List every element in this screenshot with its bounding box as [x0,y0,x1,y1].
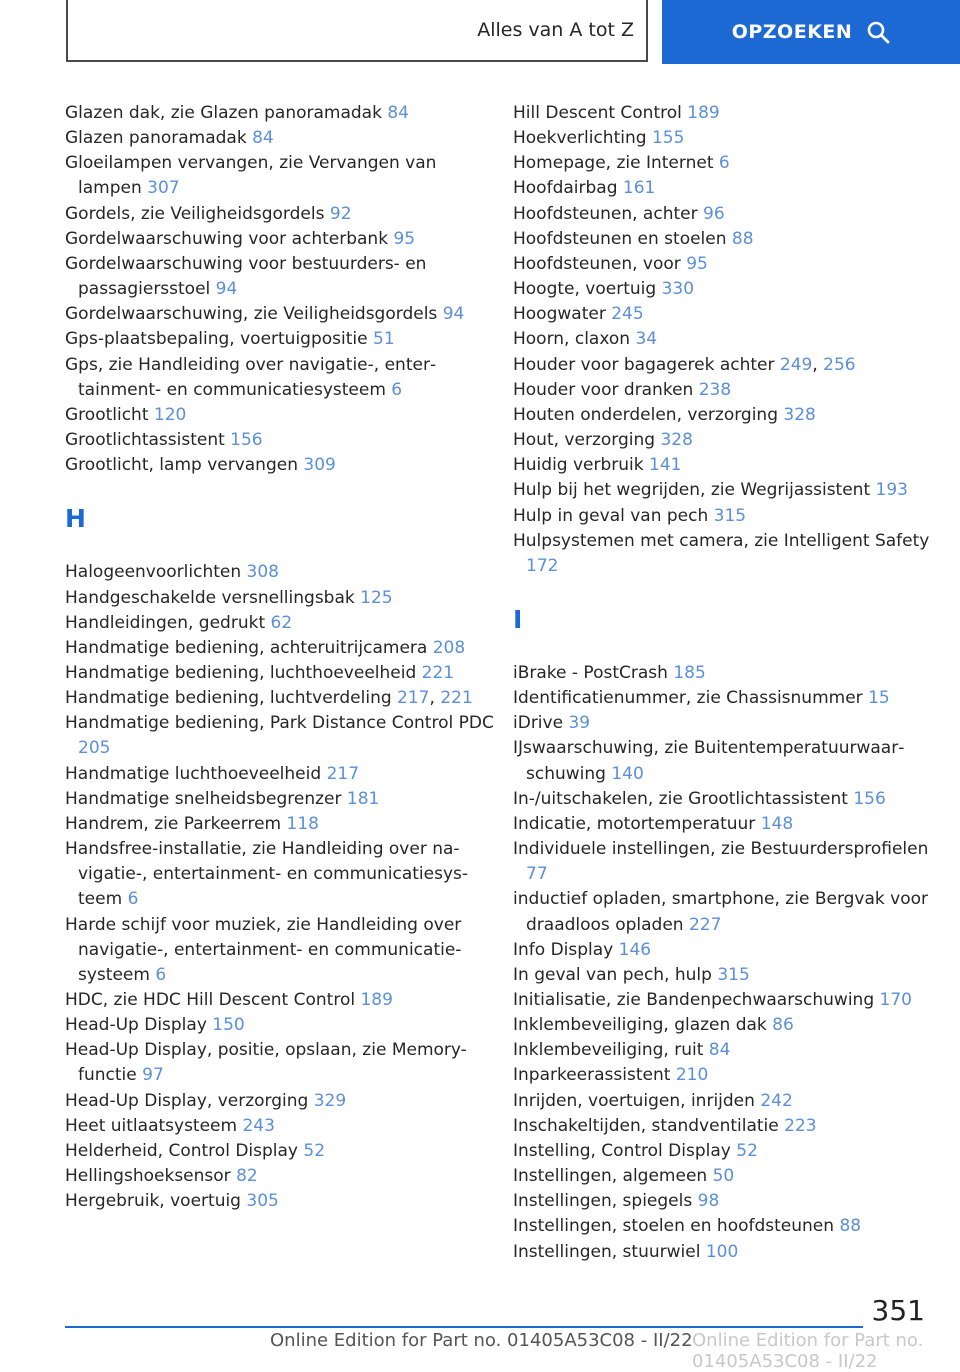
entry-text: Head-Up Display, verzorging [65,1090,309,1111]
page-reference-link[interactable]: 125 [360,587,393,608]
index-entry [65,1038,495,1088]
entry-text: Head-Up Display, positie, opslaan, zie Memory-functie [65,1040,467,1086]
page-reference-link[interactable]: 227 [688,914,722,935]
page-reference-link[interactable]: 208 [432,637,466,658]
page-reference-link[interactable]: 100 [705,1241,739,1262]
entry-text: Glazen panoramadak [65,128,247,149]
page-reference-link[interactable]: 242 [760,1090,793,1111]
page-reference-link[interactable]: 6 [127,889,139,910]
entry-text: Hoekverlichting [513,128,647,149]
page-reference-link[interactable]: 86 [772,1015,794,1036]
index-entry [513,478,943,503]
page-reference-link[interactable]: 39 [568,713,591,734]
page-reference-link[interactable]: 305 [246,1191,279,1212]
index-entry [65,1189,495,1214]
index-entry [65,636,495,661]
page-reference-link[interactable]: 193 [875,480,908,501]
entry-text: Heet uitlaatsysteem [65,1115,238,1136]
page-reference-link[interactable]: 84 [387,103,409,123]
page-reference-link[interactable]: 189 [360,990,393,1010]
entry-text: Instelling, Control Display [513,1140,731,1161]
index-entry [513,1214,943,1239]
entry-text: Handmatige snelheidsbegrenzer [65,788,342,809]
index-entry: Handmatige bediening, luchtverdeling 217, 221 [65,688,473,709]
index-column-left [65,101,495,1214]
index-entry [65,1089,495,1114]
page-reference-link[interactable]: 217 [326,763,360,784]
page-reference-link[interactable]: 156 [230,430,263,451]
page-reference-link[interactable]: 172 [526,555,559,576]
index-entry [513,428,943,453]
page-reference-link[interactable]: 309 [303,455,336,476]
section-letter: H [65,504,86,534]
entry-text: Hoofdsteunen, voor [513,253,681,274]
index-entry [513,1139,943,1164]
entry-text: Glazen dak, zie Glazen panoramadak [65,103,382,123]
entry-text: Gordelwaarschuwing voor bestuurders- en passagiersstoel [65,253,427,300]
entry-text: Inklembeveiliging, glazen dak [513,1015,767,1036]
entry-text: Harde schijf voor muziek, zie Handleiding over navigatie-, entertainment- en communicatiesysteem [65,914,462,985]
index-entry [513,661,943,686]
page-reference-link[interactable]: 156 [853,788,886,809]
page-reference-link[interactable]: 315 [713,505,747,526]
page-reference-link[interactable]: 308 [246,562,279,583]
index-entry [65,762,495,787]
page-reference-link[interactable]: 34 [635,329,658,350]
index-entry [513,988,943,1013]
page-reference-link[interactable]: 256 [823,354,856,375]
index-entry [513,529,943,579]
page-reference-link[interactable]: 148 [760,813,794,834]
page-reference-link[interactable]: 315 [717,964,750,985]
entry-text: Grootlicht, lamp vervangen [65,455,298,476]
entry-text: Individuele instellingen, zie Bestuurdersprofielen [513,839,929,860]
entry-text: Huidig verbruik [513,455,644,476]
page-reference-link[interactable]: 217 [397,688,430,709]
page-reference-link[interactable]: 62 [270,612,293,633]
entry-text: Grootlicht [65,404,149,425]
entry-text: Identificatienummer, zie Chassisnummer [513,688,863,709]
index-entry [65,227,495,252]
entry-text: Hergebruik, voertuig [65,1191,241,1212]
entry-text: Halogeenvoorlichten [65,562,242,583]
index-entry [65,988,495,1013]
index-column-right [513,101,943,1265]
page-reference-link[interactable]: 155 [651,128,685,149]
entry-text: Gordels, zie Veiligheidsgordels [65,203,325,224]
page-reference-link[interactable]: 97 [142,1065,164,1086]
tab-label: Alles van A tot Z [477,19,634,41]
index-entry [513,1189,943,1214]
index-entry [65,252,495,302]
entry-text: Hellingshoeksensor [65,1166,231,1187]
page-reference-link[interactable]: 52 [736,1140,758,1161]
entry-text: Head-Up Display [65,1015,207,1036]
page-reference-link[interactable]: 205 [78,738,111,759]
page-reference-link[interactable]: 120 [153,404,187,425]
index-entry [513,1063,943,1088]
entry-text: Handrem, zie Parkeerrem [65,813,282,834]
entry-text: Instellingen, spiegels [513,1191,693,1212]
index-entry [513,963,943,988]
entry-text: Info Display [513,939,614,960]
entry-text: Handsfree-installatie, zie Handleiding over navigatie-, entertainment- en communicatiesysteem [65,839,469,910]
page-reference-link[interactable]: 170 [879,990,912,1010]
watermark: Online Edition for Part no. 01405A53C08 - II/22 [692,1330,924,1372]
index-entry [65,1013,495,1038]
index-entry [65,353,495,403]
entry-text: Hoofdsteunen, achter [513,203,698,224]
entry-text: Hoofdsteunen en stoelen [513,228,727,249]
search-icon [866,20,890,44]
entry-text: iBrake - PostCrash [513,662,668,683]
page-reference-link[interactable]: 330 [661,279,695,300]
entry-text: Grootlichtassistent [65,430,225,451]
index-entry [65,302,495,327]
page-reference-link[interactable]: 96 [703,203,725,224]
entry-text: Instellingen, stoelen en hoofdsteunen [513,1216,835,1237]
entry-text: Inparkeerassistent [513,1065,671,1086]
index-entry [513,887,943,937]
entry-text: Instellingen, algemeen [513,1166,708,1187]
index-entry [513,504,943,529]
index-entry [65,787,495,812]
index-entry: Houder voor bagagerek achter 249, 256 [513,354,856,375]
index-entry [513,736,943,786]
index-entry [65,327,495,352]
entry-text: Houten onderdelen, verzorging [513,404,778,425]
index-entry [65,611,495,636]
index-entry [65,560,495,585]
entry-text: Initialisatie, zie Bandenpechwaarschuwing [513,990,875,1010]
entry-text: Gordelwaarschuwing voor achterbank [65,228,389,249]
page-reference-link[interactable]: 223 [784,1115,817,1136]
entry-text: Handleidingen, gedrukt [65,612,266,633]
entry-text: Indicatie, motortemperatuur [513,813,756,834]
page-reference-link[interactable]: 141 [649,455,682,476]
entry-text: In geval van pech, hulp [513,964,712,985]
entry-text: Helderheid, Control Display [65,1140,298,1161]
index-entry [513,812,943,837]
page-reference-link[interactable]: 77 [526,864,548,885]
page-reference-link[interactable]: 307 [147,178,180,199]
page-reference-link[interactable]: 328 [660,430,693,451]
page-number: 351 [871,1294,925,1327]
index-entry [65,711,495,761]
entry-text: IJswaarschuwing, zie Buitentemperatuurwaarschuwing [513,738,905,784]
index-entry [65,202,495,227]
index-entry [65,1164,495,1189]
index-entry [513,453,943,478]
page-reference-link[interactable]: 161 [622,178,656,199]
entry-text: Gordelwaarschuwing, zie Veiligheidsgordels [65,304,438,325]
entry-text: Homepage, zie Internet [513,153,714,174]
footer-edition: Online Edition for Part no. 01405A53C08 - II/22 [270,1330,693,1351]
index-entry [513,176,943,201]
page-reference-link[interactable]: 88 [731,228,754,249]
index-entry [65,1114,495,1139]
index-entry [513,1089,943,1114]
index-entry [513,327,943,352]
index-entry [513,1114,943,1139]
entry-text: Hoogwater [513,304,606,325]
index-entry [513,1164,943,1189]
index-entry [513,101,943,126]
index-entry [513,711,943,736]
index-entry [513,252,943,277]
entry-text: Handmatige luchthoeveelheid [65,763,322,784]
index-entry [65,403,495,428]
footer-divider [65,1326,863,1328]
page-reference-link[interactable]: 15 [868,688,890,709]
page-reference-link[interactable]: 189 [687,103,720,123]
entry-text: Hulp bij het wegrijden, zie Wegrijassistent [513,480,871,501]
search-label: OPZOEKEN [731,21,853,43]
page-reference-link[interactable]: 98 [697,1191,720,1212]
page-reference-link[interactable]: 221 [440,688,473,709]
entry-text: HDC, zie HDC Hill Descent Control [65,990,356,1010]
page-reference-link[interactable]: 82 [236,1166,258,1187]
page-reference-link[interactable]: 150 [212,1015,245,1036]
index-entry [513,1013,943,1038]
index-entry [513,202,943,227]
index-entry [513,403,943,428]
entry-text: Handmatige bediening, luchtverdeling [65,688,392,709]
entry-text: In-/uitschakelen, zie Grootlichtassistent [513,788,848,809]
section-letter: I [513,604,523,634]
index-entry [513,227,943,252]
entry-text: Houder voor bagagerek achter [513,354,775,375]
entry-text: Handmatige bediening, luchthoeveelheid [65,662,417,683]
entry-text: Hoorn, claxon [513,329,631,350]
page-reference-link[interactable]: 140 [611,763,644,784]
index-entry [513,938,943,963]
tab-alles-van-a-tot-z[interactable] [66,0,648,62]
entry-text: iDrive [513,713,564,734]
entry-text: Handmatige bediening, Park Distance Control PDC [65,713,494,734]
page-reference-link[interactable]: 6 [155,964,167,985]
page-reference-link[interactable]: 328 [783,404,816,425]
page-reference-link[interactable]: 221 [421,662,455,683]
index-entry [513,302,943,327]
entry-text: Hout, verzorging [513,430,656,451]
entry-text: Hoofdairbag [513,178,618,199]
page-reference-link[interactable]: 52 [303,1140,326,1161]
entry-text: Houder voor dranken [513,379,694,400]
index-entry [513,277,943,302]
page-reference-link[interactable]: 84 [252,128,274,149]
page-reference-link[interactable]: 329 [313,1090,347,1111]
search-button[interactable] [662,0,960,64]
top-navigation [0,0,960,64]
index-entry [65,126,495,151]
page-reference-link[interactable]: 94 [215,279,238,300]
entry-text: Handgeschakelde versnellingsbak [65,587,355,608]
entry-text: Gloeilampen vervangen, zie Vervangen van lampen [65,153,437,199]
page-reference-link[interactable]: 185 [673,662,706,683]
index-entry [65,101,495,126]
entry-text: Hoogte, voertuig [513,279,657,300]
page-reference-link[interactable]: 243 [242,1115,275,1136]
page-reference-link[interactable]: 95 [686,253,708,274]
index-entry [65,1139,495,1164]
page-reference-link[interactable]: 118 [286,813,319,834]
page-reference-link[interactable]: 238 [698,379,732,400]
index-entry [513,151,943,176]
page-reference-link[interactable]: 50 [712,1166,735,1187]
entry-text: inductief opladen, smartphone, zie Bergvak voor draadloos opladen [513,889,928,935]
index-entry [513,686,943,711]
entry-text: Hulp in geval van pech [513,505,709,526]
page-reference-link[interactable]: 84 [708,1040,731,1061]
entry-text: Instellingen, stuurwiel [513,1241,701,1262]
index-entry [65,428,495,453]
page-reference-link[interactable]: 249 [779,354,813,375]
page-reference-link[interactable]: 94 [442,304,465,325]
index-entry [65,913,495,988]
index-entry [65,453,495,478]
index-entry [65,661,495,686]
entry-text: Inrijden, voertuigen, inrijden [513,1090,755,1111]
entry-text: Inklembeveiliging, ruit [513,1040,704,1061]
index-entry [65,837,495,912]
page-reference-link[interactable]: 146 [618,939,652,960]
entry-text: Gps-plaatsbepaling, voertuigpositie [65,329,368,350]
page-reference-link[interactable]: 245 [611,304,644,325]
page-reference-link[interactable]: 210 [675,1065,709,1086]
index-entry [513,1240,943,1265]
index-entry [513,787,943,812]
page-reference-link[interactable]: 6 [391,379,403,400]
index-entry [65,586,495,611]
index-entry [65,812,495,837]
page-reference-link[interactable]: 95 [393,228,416,249]
index-entry [513,378,943,403]
entry-text: Gps, zie Handleiding over navigatie-, entertainment- en communicatiesysteem [65,354,437,400]
index-entry [513,1038,943,1063]
index-entry [65,151,495,201]
page-reference-link[interactable]: 88 [839,1216,862,1237]
page-reference-link[interactable]: 6 [718,153,730,174]
entry-text: Hill Descent Control [513,103,682,123]
entry-text: Hulpsystemen met camera, zie Intelligent Safety [513,530,930,551]
entry-text: Handmatige bediening, achteruitrijcamera [65,637,428,658]
page-reference-link[interactable]: 181 [346,788,380,809]
page-reference-link[interactable]: 51 [373,329,395,350]
index-entry [513,837,943,887]
entry-text: Inschakeltijden, standventilatie [513,1115,779,1136]
page-reference-link[interactable]: 92 [329,203,352,224]
index-entry [513,126,943,151]
